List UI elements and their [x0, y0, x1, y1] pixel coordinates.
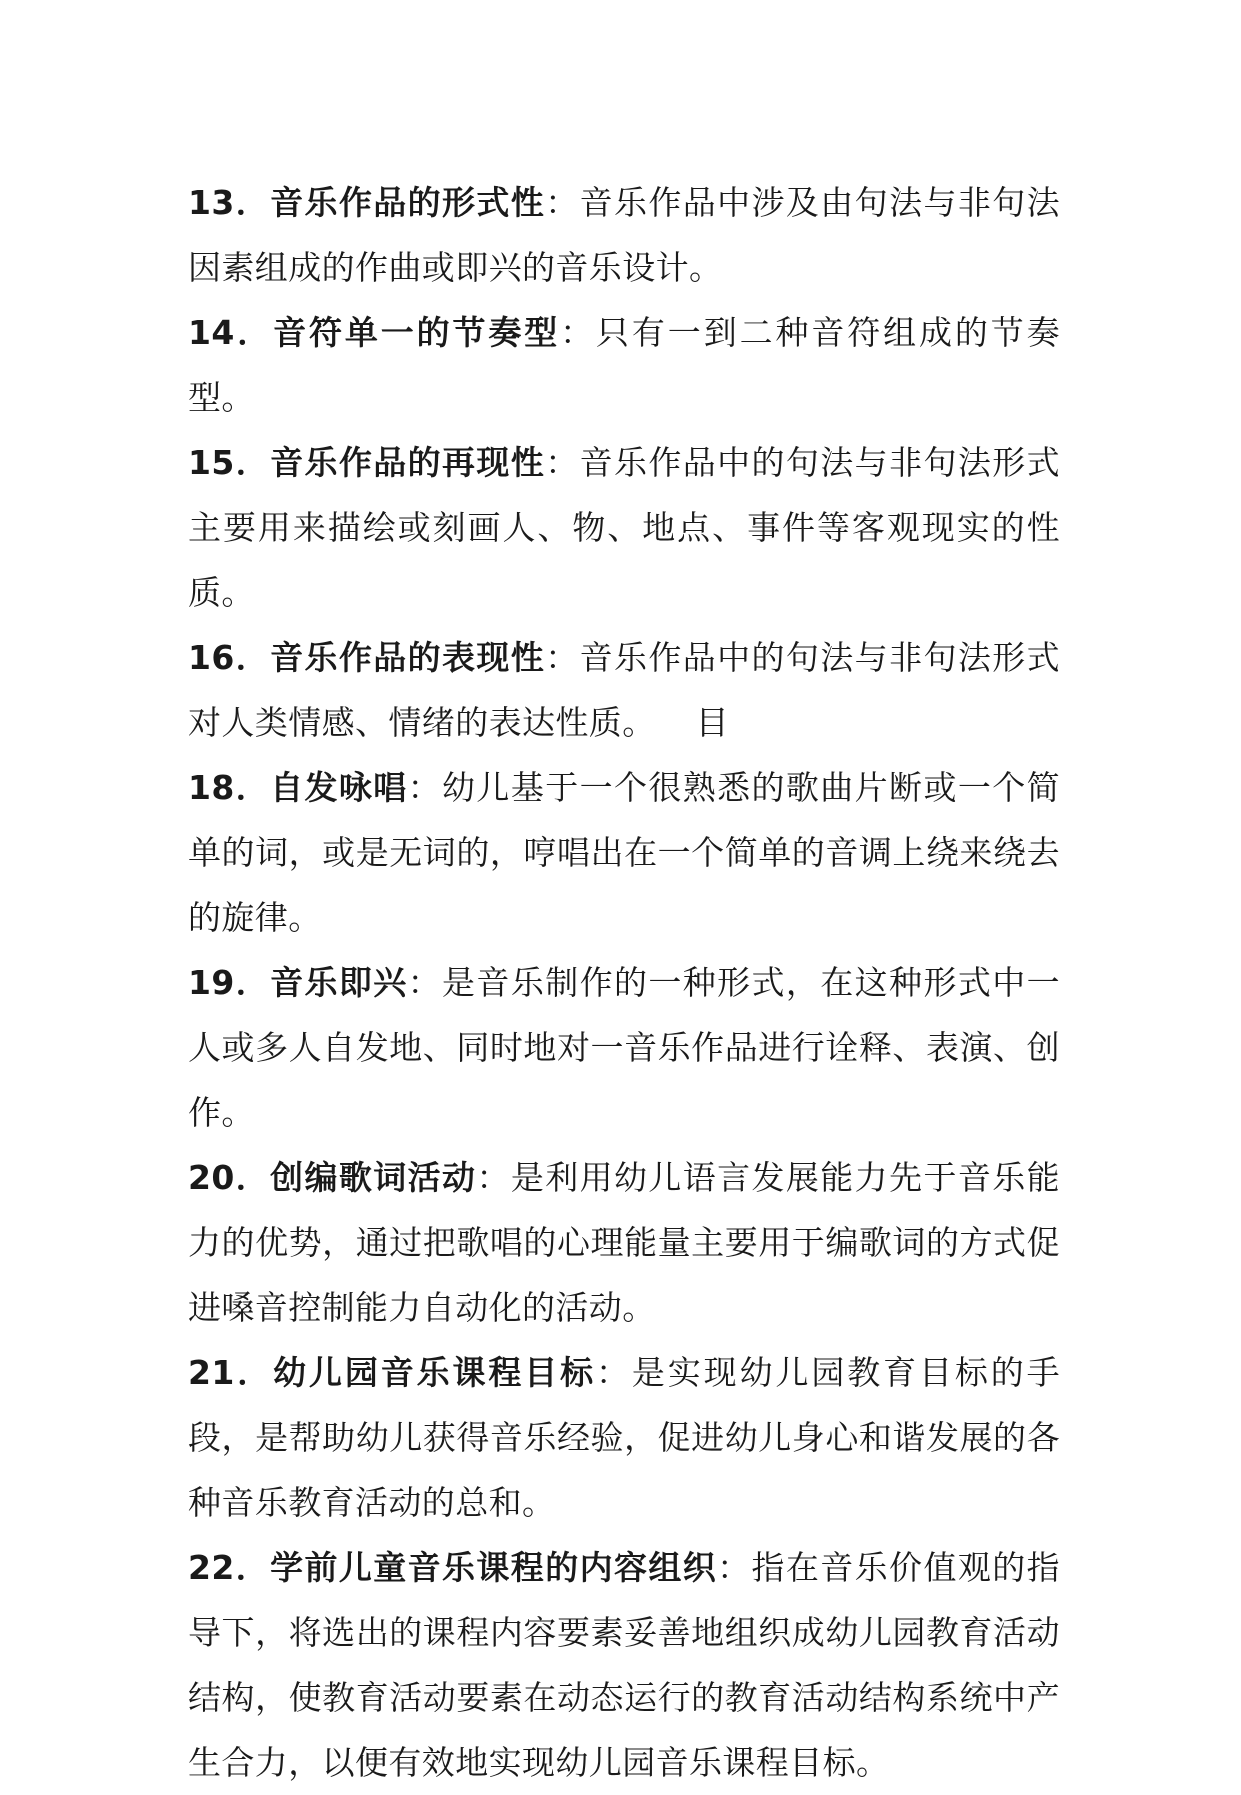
entry-separator: ： — [545, 183, 580, 222]
entry-14 — [188, 300, 1060, 430]
entry-16 — [188, 625, 1060, 755]
entry-separator: ： — [596, 1353, 632, 1392]
entry-number: 14． — [188, 313, 274, 352]
entry-term: 幼儿园音乐课程目标 — [273, 1353, 597, 1392]
entry-term: 音乐作品的表现性 — [270, 638, 546, 677]
entry-separator: ： — [717, 1548, 752, 1587]
entry-definition: 是实现幼儿园教育目标的手段，是帮助幼儿获得音乐经验，促进幼儿身心和谐发展的各种音乐教育活动的总和。 — [188, 1353, 1061, 1522]
document-body — [188, 170, 1060, 1795]
entry-18 — [188, 755, 1060, 950]
entry-22 — [188, 1535, 1060, 1795]
entry-number: 22． — [188, 1548, 271, 1587]
entry-number: 20． — [188, 1158, 271, 1197]
entry-20 — [188, 1145, 1060, 1340]
entry-13 — [188, 170, 1060, 300]
entry-definition: 幼儿基于一个很熟悉的歌曲片断或一个简单的词，或是无词的，哼唱出在一个简单的音调上绕来绕去的旋律。 — [188, 768, 1061, 937]
entry-term: 音乐作品的形式性 — [270, 183, 546, 222]
entry-definition: 音乐作品中的句法与非句法形式对人类情感、情绪的表达性质。 — [188, 638, 1061, 742]
entry-21 — [188, 1340, 1060, 1535]
entry-19 — [188, 950, 1060, 1145]
entry-term: 音乐作品的再现性 — [270, 443, 546, 482]
entry-term: 音符单一的节奏型 — [273, 313, 561, 352]
entry-separator: ： — [560, 313, 597, 352]
entry-separator: ： — [407, 963, 443, 1002]
entry-definition: 指在音乐价值观的指导下，将选出的课程内容要素妥善地组织成幼儿园教育活动结构，使教育活动要素在动态运行的教育活动结构系统中产生合力，以便有效地实现幼儿园音乐课程目标。 — [188, 1548, 1061, 1782]
entry-term: 学前儿童音乐课程的内容组织 — [270, 1548, 718, 1587]
entry-definition: 音乐作品中的句法与非句法形式主要用来描绘或刻画人、物、地点、事件等客观现实的性质。 — [188, 443, 1061, 612]
entry-number: 21． — [188, 1353, 274, 1392]
entry-definition: 只有一到二种音符组成的节奏型。 — [188, 313, 1061, 417]
entry-separator: ： — [476, 1158, 511, 1197]
entry-separator: ： — [545, 443, 580, 482]
entry-number: 13． — [188, 183, 271, 222]
entry-number: 16． — [188, 638, 271, 677]
entry-15 — [188, 430, 1060, 625]
entry-number: 15． — [188, 443, 271, 482]
entry-term: 自发咏唱 — [270, 768, 408, 807]
entry-definition: 是音乐制作的一种形式，在这种形式中一人或多人自发地、同时地对一音乐作品进行诠释、表演、创作。 — [188, 963, 1061, 1132]
entry-term: 创编歌词活动 — [270, 1158, 477, 1197]
entry-definition: 音乐作品中涉及由句法与非句法因素组成的作曲或即兴的音乐设计。 — [188, 183, 1061, 287]
entry-definition: 是利用幼儿语言发展能力先于音乐能力的优势，通过把歌唱的心理能量主要用于编歌词的方式促进嗓音控制能力自动化的活动。 — [188, 1158, 1061, 1327]
entry-separator: ： — [545, 638, 580, 677]
entry-number: 18． — [188, 768, 271, 807]
entry-separator: ： — [407, 768, 443, 807]
entry-number: 19． — [188, 963, 271, 1002]
entry-term: 音乐即兴 — [270, 963, 408, 1002]
stray-character: 目 — [695, 703, 730, 742]
